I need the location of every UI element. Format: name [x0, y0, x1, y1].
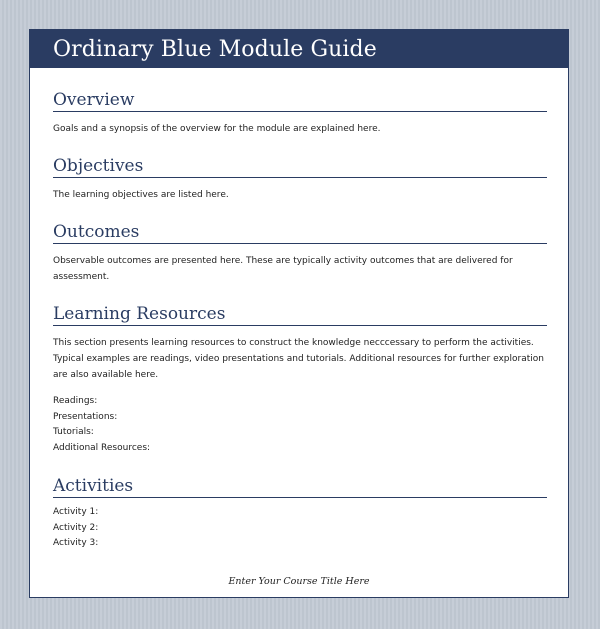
outcomes-text: Observable outcomes are presented here. These are typically activity outcomes that are delivered for assessment.	[53, 256, 513, 282]
additional-resources-label: Additional Resources:	[53, 442, 151, 453]
activity-2-label: Activity 2:	[53, 522, 99, 533]
resources-list	[53, 394, 547, 456]
learning-resources-heading: Learning Resources	[53, 304, 547, 326]
objectives-text: The learning objectives are listed here.	[53, 190, 229, 200]
readings-label: Readings:	[53, 396, 98, 406]
learning-resources-text: This section presents learning resources to construct the knowledge necccessary to perform the activities. Typical examples are readings, video presentations and tutorials. Additional resources for further exploration are also available here.	[53, 338, 544, 380]
objectives-heading: Objectives	[53, 156, 547, 178]
page-title: Ordinary Blue Module Guide	[53, 37, 377, 62]
outcomes-heading: Outcomes	[53, 222, 547, 244]
activities-list	[53, 505, 547, 552]
overview-text: Goals and a synopsis of the overview for the module are explained here.	[53, 124, 381, 134]
content-area	[53, 90, 547, 552]
activities-heading: Activities	[53, 476, 547, 498]
course-title-footer: Enter Your Course Title Here	[228, 576, 370, 587]
overview-heading: Overview	[53, 90, 547, 112]
module-guide-page	[29, 29, 569, 598]
activity-1-label: Activity 1:	[53, 507, 99, 517]
activity-3-label: Activity 3:	[53, 538, 99, 548]
presentations-label: Presentations:	[53, 411, 118, 422]
page-header	[30, 30, 568, 68]
tutorials-label: Tutorials:	[53, 427, 94, 437]
